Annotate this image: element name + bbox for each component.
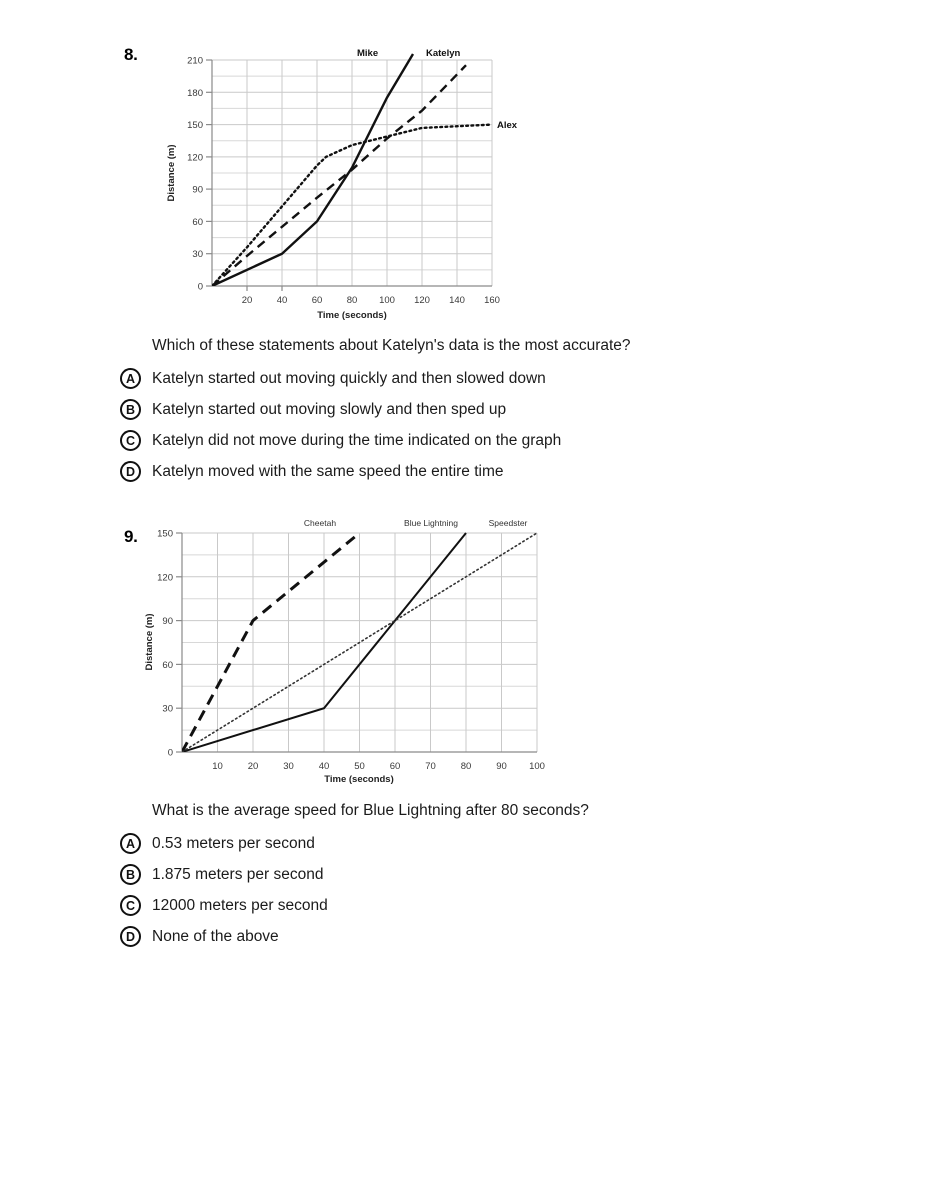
y-tick-1-2: 60 bbox=[192, 216, 203, 228]
series-label-blue-lightning: Blue Lightning bbox=[404, 518, 458, 528]
option-row-9a[interactable] bbox=[120, 828, 328, 859]
y-tick-1-3: 90 bbox=[192, 184, 203, 196]
x-tick-2-0: 10 bbox=[212, 761, 223, 772]
x-tick-labels-1 bbox=[242, 286, 500, 306]
x-tick-2-8: 90 bbox=[496, 761, 507, 772]
y-tick-2-5: 150 bbox=[157, 528, 173, 540]
option-label-8c: Katelyn did not move during the time indicated on the graph bbox=[152, 431, 562, 449]
option-row-8b[interactable] bbox=[120, 394, 561, 425]
y-tick-2-1: 30 bbox=[162, 703, 173, 715]
x-tick-1-0: 20 bbox=[241, 295, 253, 306]
option-label-9d: None of the above bbox=[152, 927, 279, 945]
option-bubble-8a[interactable]: A bbox=[120, 368, 141, 389]
question-8-options bbox=[120, 363, 561, 487]
y-tick-2-2: 60 bbox=[162, 659, 173, 671]
x-tick-1-1: 40 bbox=[276, 295, 288, 306]
option-row-8d[interactable] bbox=[120, 456, 561, 487]
y-tick-1-5: 150 bbox=[187, 120, 203, 132]
y-tick-1-0: 0 bbox=[197, 281, 203, 293]
y-tick-1-6: 180 bbox=[187, 87, 203, 99]
x-tick-1-7: 160 bbox=[484, 295, 500, 306]
x-tick-1-5: 120 bbox=[414, 295, 430, 306]
x-tick-1-6: 140 bbox=[449, 295, 465, 306]
distance-time-graph-2 bbox=[140, 516, 555, 788]
question-8-prompt: Which of these statements about Katelyn's data is the most accurate? bbox=[152, 337, 631, 354]
option-row-8a[interactable] bbox=[120, 363, 561, 394]
series-label-katelyn: Katelyn bbox=[426, 48, 461, 59]
y-tick-1-7: 210 bbox=[187, 55, 203, 67]
question-8-graph bbox=[160, 48, 535, 328]
x-tick-2-1: 20 bbox=[247, 761, 259, 772]
y-tick-2-0: 0 bbox=[167, 747, 173, 759]
x-tick-1-2: 60 bbox=[311, 295, 323, 306]
x-axis-title-1: Time (seconds) bbox=[317, 310, 387, 321]
series-label-alex: Alex bbox=[497, 120, 518, 131]
option-bubble-9b[interactable]: B bbox=[120, 864, 141, 885]
y-axis-title-1: Distance (m) bbox=[166, 144, 177, 202]
y-tick-labels-2 bbox=[157, 529, 182, 759]
y-tick-labels-1 bbox=[187, 56, 212, 293]
option-row-9b[interactable] bbox=[120, 859, 328, 890]
option-label-9a: 0.53 meters per second bbox=[152, 834, 315, 852]
question-9-options bbox=[120, 828, 328, 952]
x-tick-labels-2 bbox=[212, 761, 545, 772]
option-bubble-8d[interactable]: D bbox=[120, 461, 141, 482]
question-8-number: 8. bbox=[124, 45, 138, 64]
x-tick-2-6: 70 bbox=[425, 761, 436, 772]
option-bubble-8b[interactable]: B bbox=[120, 399, 141, 420]
option-bubble-9c[interactable]: C bbox=[120, 895, 141, 916]
x-tick-2-9: 100 bbox=[529, 761, 545, 772]
x-tick-2-7: 80 bbox=[460, 761, 472, 772]
option-label-9c: 12000 meters per second bbox=[152, 896, 328, 914]
option-row-8c[interactable] bbox=[120, 425, 561, 456]
question-9-graph bbox=[140, 516, 555, 793]
x-tick-2-5: 60 bbox=[389, 761, 401, 772]
y-axis-title-2: Distance (m) bbox=[144, 613, 155, 671]
distance-time-graph-1 bbox=[160, 48, 535, 323]
series-label-speedster: Speedster bbox=[488, 518, 528, 528]
series-label-mike: Mike bbox=[357, 48, 379, 59]
option-bubble-9d[interactable]: D bbox=[120, 926, 141, 947]
y-tick-1-4: 120 bbox=[187, 152, 203, 164]
x-tick-2-2: 30 bbox=[283, 761, 294, 772]
option-label-8d: Katelyn moved with the same speed the entire time bbox=[152, 462, 504, 480]
question-9-number: 9. bbox=[124, 527, 138, 546]
series-label-cheetah: Cheetah bbox=[303, 518, 337, 528]
option-row-9c[interactable] bbox=[120, 890, 328, 921]
question-9-prompt: What is the average speed for Blue Lightning after 80 seconds? bbox=[152, 802, 589, 819]
option-label-8a: Katelyn started out moving quickly and then slowed down bbox=[152, 369, 546, 387]
option-label-9b: 1.875 meters per second bbox=[152, 865, 324, 883]
y-tick-2-3: 90 bbox=[162, 616, 173, 628]
option-bubble-9a[interactable]: A bbox=[120, 833, 141, 854]
series-line-katelyn bbox=[212, 65, 466, 286]
x-tick-1-4: 100 bbox=[379, 295, 395, 306]
y-tick-2-4: 120 bbox=[157, 572, 173, 584]
option-label-8b: Katelyn started out moving slowly and then sped up bbox=[152, 400, 507, 418]
y-tick-1-1: 30 bbox=[192, 249, 203, 261]
x-tick-1-3: 80 bbox=[346, 295, 358, 306]
x-tick-2-4: 50 bbox=[354, 761, 365, 772]
x-axis-title-2: Time (seconds) bbox=[324, 774, 394, 785]
x-tick-2-3: 40 bbox=[318, 761, 330, 772]
option-bubble-8c[interactable]: C bbox=[120, 430, 141, 451]
option-row-9d[interactable] bbox=[120, 921, 328, 952]
